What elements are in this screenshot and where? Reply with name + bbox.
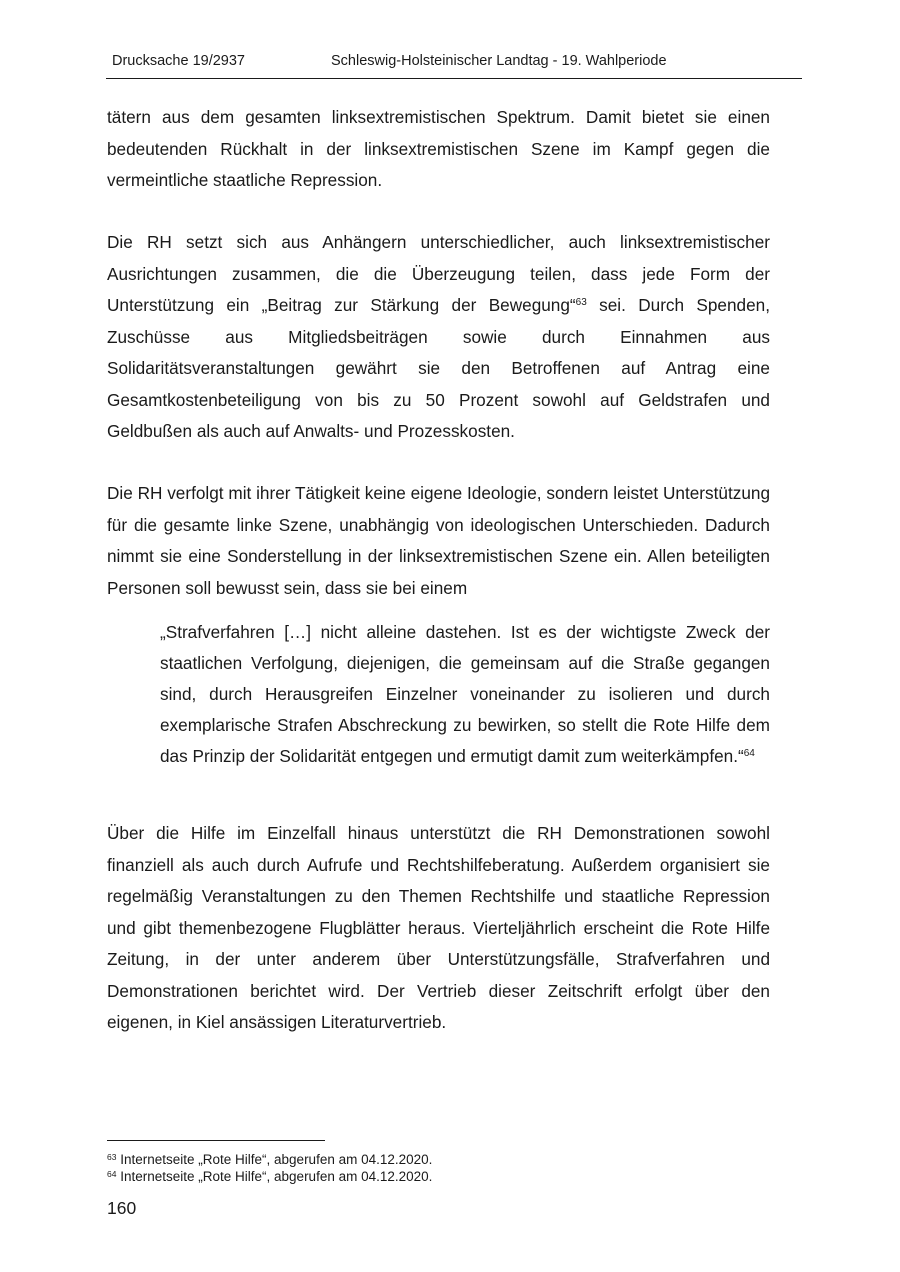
footnote-text: Internetseite „Rote Hilfe“, abgerufen am 04.12.2020. xyxy=(116,1152,433,1167)
paragraph-2-text-before: Die RH setzt sich aus Anhängern unterschiedlicher, auch linksextremistischer Ausrichtungen zusammen, die die Überzeugung teilen, dass jede Form der Unterstützung ein „Beitrag zur Stärkung der Bewegung“ xyxy=(107,232,770,315)
paragraph-4: Über die Hilfe im Einzelfall hinaus unterstützt die RH Demonstrationen sowohl finanziell als auch durch Aufrufe und Rechtshilfeberatung. Außerdem organisiert sie regelmäßig Veranstaltungen zu den Themen Rechtshilfe und staatliche Repression und gibt themenbezogene Flugblätter heraus. Vierteljährlich erscheint die Rote Hilfe Zeitung, in der unter anderem über Unterstützungsfälle, Strafverfahren und Demonstrationen berichtet wird. Der Vertrieb dieser Zeitschrift erfolgt über den eigenen, in Kiel ansässigen Literaturvertrieb. xyxy=(107,823,770,1032)
footnote-64 xyxy=(107,1168,432,1185)
footnote-divider xyxy=(107,1140,325,1141)
footnote-number: 63 xyxy=(107,1152,117,1162)
block-quote xyxy=(160,617,770,772)
footnote-63 xyxy=(107,1151,432,1168)
paragraph-1: tätern aus dem gesamten linksextremistischen Spektrum. Damit bietet sie einen bedeutenden Rückhalt in der linksextremistischen Szene im Kampf gegen die vermeintliche staatliche Repression. xyxy=(107,107,770,190)
document-number: Drucksache 19/2937 xyxy=(112,53,245,69)
page-number: 160 xyxy=(107,1198,137,1218)
footnote-text: Internetseite „Rote Hilfe“, abgerufen am 04.12.2020. xyxy=(116,1169,433,1184)
footnote-ref-64[interactable]: 64 xyxy=(743,748,755,759)
footnote-ref-63[interactable]: 63 xyxy=(575,297,587,308)
paragraph-3: Die RH verfolgt mit ihrer Tätigkeit keine eigene Ideologie, sondern leistet Unterstützung für die gesamte linke Szene, unabhängig von ideologischen Unterschieden. Dadurch nimmt sie eine Sonderstellung in der linksextremistischen Szene ein. Allen beteiligten Personen soll bewusst sein, dass sie bei einem xyxy=(107,483,770,598)
paragraph-2-text-after: sei. Durch Spenden, Zuschüsse aus Mitgliedsbeiträgen sowie durch Einnahmen aus Solidaritätsveranstaltungen gewährt sie den Betroffenen auf Antrag eine Gesamtkostenbeteiligung von bis zu 50 Prozent sowohl auf Geldstrafen und Geldbußen als auch auf Anwalts- und Prozesskosten. xyxy=(107,295,771,441)
page-header xyxy=(106,52,802,79)
footnote-number: 64 xyxy=(107,1169,117,1179)
paragraph-2 xyxy=(107,227,770,448)
block-quote-text: „Strafverfahren […] nicht alleine dastehen. Ist es der wichtigste Zweck der staatlichen Verfolgung, diejenigen, die gemeinsam auf die Straße gegangen sind, durch Herausgreifen Einzelner voneinander zu isolieren und durch exemplarische Strafen Abschreckung zu bewirken, so stellt die Rote Hilfe dem das Prinzip der Solidarität entgegen und ermutigt damit zum weiterkämpfen.“ xyxy=(160,622,770,766)
header-title: Schleswig-Holsteinischer Landtag - 19. Wahlperiode xyxy=(331,53,667,69)
